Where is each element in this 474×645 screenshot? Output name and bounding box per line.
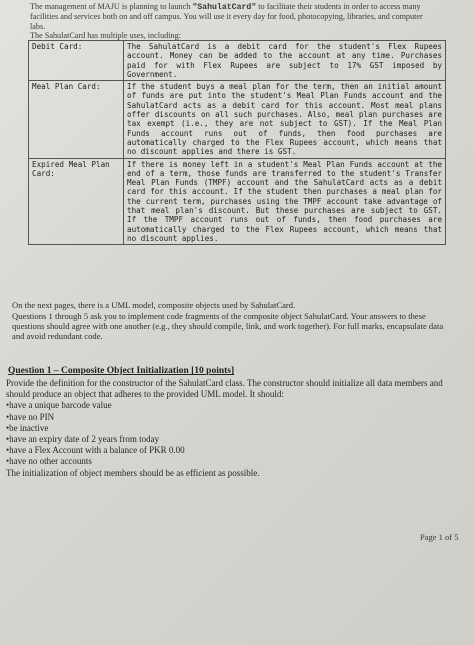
list-item: • have no PIN bbox=[6, 412, 461, 423]
card-name: "SahulatCard" bbox=[192, 3, 257, 12]
row-value: The SahulatCard is a debit card for the student's Flex Rupees account. Money can be added to the account at any time. Purchases paid for with Flex Rupees are subject to 17% GST imposed by Government. bbox=[124, 41, 446, 81]
list-item: • have a Flex Account with a balance of PKR 0.00 bbox=[6, 445, 461, 456]
requirements-list bbox=[6, 400, 461, 467]
list-item: • have a unique barcode value bbox=[6, 400, 461, 411]
card-uses-table bbox=[28, 40, 446, 245]
uml-note: On the next pages, there is a UML model, composite objects used by SahulatCard. bbox=[12, 300, 296, 310]
list-item: • have no other accounts bbox=[6, 456, 461, 467]
row-key: Debit Card: bbox=[29, 41, 124, 81]
question-closing: The initialization of object members should be as efficient as possible. bbox=[6, 467, 260, 478]
page-number: Page 1 of 5 bbox=[420, 532, 459, 542]
question-title: Question 1 – Composite Object Initialization [10 points] bbox=[8, 366, 235, 376]
row-value: If the student buys a meal plan for the term, then an initial amount of funds are put into the student's Meal Plan Funds account and the SahulatCard acts as a debit card for this account. Most meal plans offer discounts on all such purchases. Also, meal plan purchases are tax exempt (i.e., they are not subject to GST). If the Meal Plan Funds account runs out of funds, then food purchases are automatically charged to the Flex Rupees account, which means that no discount applies and there is GST. bbox=[124, 81, 446, 158]
intro-text-start: The management of MAJU is planning to launch bbox=[30, 2, 193, 11]
row-key: Expired Meal Plan Card: bbox=[29, 158, 124, 245]
table-row bbox=[29, 158, 446, 245]
list-item: • be inactive bbox=[6, 423, 461, 434]
questions-note: Questions 1 through 5 ask you to implement code fragments of the composite object SahulatCard. Your answers to these questions should agree with one another (e.g., they should compile, link, and work together). For full marks, encapsulate data and avoid redundant code. bbox=[12, 311, 444, 342]
row-value: If there is money left in a student's Meal Plan Funds account at the end of a term, those funds are transferred to the student's Transfer Meal Plan Funds (TMPF) account and the SahulatCard acts as a debit card for this account. If the student then purchases a meal plan for the current term, purchases using the TMPF account take advantage of that meal plan's discount. But these purchases are subject to GST. If the TMPF account runs out of funds, then food purchases are automatically charged to the Flex Rupees account, which means that no discount applies. bbox=[124, 158, 446, 245]
row-key: Meal Plan Card: bbox=[29, 81, 124, 158]
list-item: • have an expiry date of 2 years from today bbox=[6, 434, 461, 445]
intro-text-rest: to facilitate their students in order to access many facilities and services both on and off campus. You will use it every day for food, photocopying, libraries, and computer labs. bbox=[30, 2, 423, 31]
table-row bbox=[29, 81, 446, 158]
question-body bbox=[6, 378, 461, 479]
intro-uses-line: The SahulatCard has multiple uses, including: bbox=[30, 31, 181, 41]
intro-paragraph bbox=[30, 2, 440, 41]
table-row bbox=[29, 41, 446, 81]
question-intro: Provide the definition for the constructor of the SahulatCard class. The constructor should initialize all data members and should produce an object that adheres to the provided UML model. It should: bbox=[6, 378, 443, 400]
